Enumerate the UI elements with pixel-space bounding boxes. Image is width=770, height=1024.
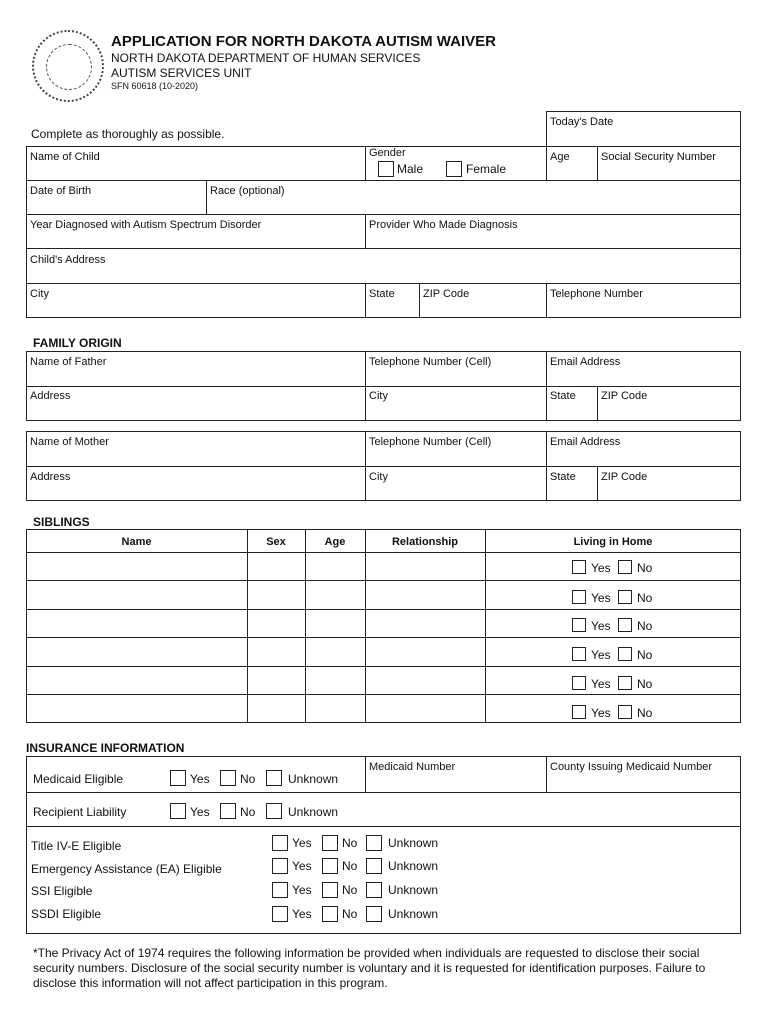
father-zip-label: ZIP Code xyxy=(601,390,648,402)
ea-unknown-checkbox[interactable] xyxy=(366,858,382,874)
living-yes-checkbox[interactable] xyxy=(572,647,586,661)
medicaid-yes-label: Yes xyxy=(190,772,210,786)
no-label: No xyxy=(637,561,653,575)
female-checkbox[interactable] xyxy=(446,161,462,177)
yes-label: Yes xyxy=(591,561,611,575)
medicaid-no-checkbox[interactable] xyxy=(220,770,236,786)
phone-label: Telephone Number xyxy=(550,288,643,300)
living-yes-checkbox[interactable] xyxy=(572,560,586,574)
recipient-no-checkbox[interactable] xyxy=(220,803,236,819)
living-no-checkbox[interactable] xyxy=(618,676,632,690)
father-state-label: State xyxy=(550,390,576,402)
male-checkbox[interactable] xyxy=(378,161,394,177)
living-yes-checkbox[interactable] xyxy=(572,590,586,604)
no-label: No xyxy=(342,859,358,873)
yes-label: Yes xyxy=(292,883,312,897)
yes-label: Yes xyxy=(292,836,312,850)
yes-label: Yes xyxy=(591,706,611,720)
mother-address-label: Address xyxy=(30,471,71,483)
city-label: City xyxy=(30,288,49,300)
ea-yes-checkbox[interactable] xyxy=(272,858,288,874)
yes-label: Yes xyxy=(591,648,611,662)
ssdi-unknown-checkbox[interactable] xyxy=(366,906,382,922)
title-iv-e-unknown-checkbox[interactable] xyxy=(366,835,382,851)
title-iv-e-yes-checkbox[interactable] xyxy=(272,835,288,851)
ea-label: Emergency Assistance (EA) Eligible xyxy=(31,862,222,876)
col-header-living-in-home: Living in Home xyxy=(573,536,653,548)
year-diagnosed-label: Year Diagnosed with Autism Spectrum Disorder xyxy=(30,219,262,231)
living-yes-checkbox[interactable] xyxy=(572,676,586,690)
living-no-checkbox[interactable] xyxy=(618,705,632,719)
living-no-checkbox[interactable] xyxy=(618,560,632,574)
yes-label: Yes xyxy=(292,907,312,921)
dob-label: Date of Birth xyxy=(30,185,92,197)
mother-name-label: Name of Mother xyxy=(30,436,109,448)
state-label: State xyxy=(369,288,395,300)
living-no-checkbox[interactable] xyxy=(618,647,632,661)
father-cell-label: Telephone Number (Cell) xyxy=(369,356,492,368)
recipient-unknown-checkbox[interactable] xyxy=(266,803,282,819)
male-label: Male xyxy=(397,162,424,176)
medicaid-eligible-label: Medicaid Eligible xyxy=(33,772,124,786)
no-label: No xyxy=(637,648,653,662)
father-address-label: Address xyxy=(30,390,71,402)
provider-label: Provider Who Made Diagnosis xyxy=(369,219,518,231)
col-header-relationship: Relationship xyxy=(391,536,458,548)
ea-no-checkbox[interactable] xyxy=(322,858,338,874)
medicaid-unknown-label: Unknown xyxy=(288,772,339,786)
ssi-label: SSI Eligible xyxy=(31,884,93,898)
recipient-yes-label: Yes xyxy=(190,805,210,819)
yes-label: Yes xyxy=(591,619,611,633)
family-origin-heading: FAMILY ORIGIN xyxy=(33,336,122,350)
no-label: No xyxy=(342,836,358,850)
mother-state-label: State xyxy=(550,471,576,483)
ssn-label: Social Security Number xyxy=(601,151,716,163)
no-label: No xyxy=(342,907,358,921)
unit-name: AUTISM SERVICES UNIT xyxy=(111,66,252,80)
unknown-label: Unknown xyxy=(388,836,439,850)
living-yes-checkbox[interactable] xyxy=(572,618,586,632)
col-header-name: Name xyxy=(121,536,152,548)
ssi-no-checkbox[interactable] xyxy=(322,882,338,898)
living-yes-checkbox[interactable] xyxy=(572,705,586,719)
title-iv-e-no-checkbox[interactable] xyxy=(322,835,338,851)
insurance-heading: INSURANCE INFORMATION xyxy=(26,741,185,755)
living-no-checkbox[interactable] xyxy=(618,618,632,632)
age-label: Age xyxy=(550,151,570,163)
county-label: County Issuing Medicaid Number xyxy=(550,761,713,773)
no-label: No xyxy=(637,619,653,633)
no-label: No xyxy=(637,706,653,720)
state-seal-logo xyxy=(32,30,104,102)
siblings-heading: SIBLINGS xyxy=(33,515,90,529)
yes-label: Yes xyxy=(591,591,611,605)
race-label: Race (optional) xyxy=(210,185,285,197)
medicaid-yes-checkbox[interactable] xyxy=(170,770,186,786)
title-iv-e-label: Title IV-E Eligible xyxy=(31,839,122,853)
yes-label: Yes xyxy=(591,677,611,691)
ssdi-no-checkbox[interactable] xyxy=(322,906,338,922)
father-city-label: City xyxy=(369,390,388,402)
ssdi-yes-checkbox[interactable] xyxy=(272,906,288,922)
mother-cell-label: Telephone Number (Cell) xyxy=(369,436,492,448)
ssdi-label: SSDI Eligible xyxy=(31,907,102,921)
recipient-liability-label: Recipient Liability xyxy=(33,805,127,819)
ssi-unknown-checkbox[interactable] xyxy=(366,882,382,898)
no-label: No xyxy=(342,883,358,897)
mother-email-label: Email Address xyxy=(550,436,621,448)
yes-label: Yes xyxy=(292,859,312,873)
zip-label: ZIP Code xyxy=(423,288,470,300)
mother-zip-label: ZIP Code xyxy=(601,471,648,483)
no-label: No xyxy=(637,591,653,605)
insurance-table xyxy=(26,756,741,934)
unknown-label: Unknown xyxy=(388,883,439,897)
unknown-label: Unknown xyxy=(388,907,439,921)
gender-label: Gender xyxy=(369,147,406,159)
privacy-notice: *The Privacy Act of 1974 requires the following information be provided when individuals are requested to disclose their social security numbers. Disclosure of the social security number is voluntary and it is requested for identification purposes. Failure to disclose this information will not affect participation in this program. xyxy=(33,946,706,990)
living-no-checkbox[interactable] xyxy=(618,590,632,604)
father-name-label: Name of Father xyxy=(30,356,107,368)
mother-city-label: City xyxy=(369,471,388,483)
col-header-age: Age xyxy=(324,536,346,548)
no-label: No xyxy=(637,677,653,691)
form-number: SFN 60618 (10-2020) xyxy=(111,81,199,91)
child-name-label: Name of Child xyxy=(30,151,100,163)
father-email-label: Email Address xyxy=(550,356,621,368)
medicaid-number-label: Medicaid Number xyxy=(369,761,456,773)
department-name: NORTH DAKOTA DEPARTMENT OF HUMAN SERVICES xyxy=(111,51,421,65)
unknown-label: Unknown xyxy=(388,859,439,873)
recipient-no-label: No xyxy=(240,805,256,819)
recipient-unknown-label: Unknown xyxy=(288,805,339,819)
col-header-sex: Sex xyxy=(266,536,286,548)
ssi-yes-checkbox[interactable] xyxy=(272,882,288,898)
todays-date-label: Today's Date xyxy=(550,116,614,128)
form-title: APPLICATION FOR NORTH DAKOTA AUTISM WAIVER xyxy=(111,33,496,50)
intro-text: Complete as thoroughly as possible. xyxy=(31,127,225,141)
medicaid-unknown-checkbox[interactable] xyxy=(266,770,282,786)
child-address-label: Child's Address xyxy=(30,254,106,266)
medicaid-no-label: No xyxy=(240,772,256,786)
female-label: Female xyxy=(466,162,507,176)
recipient-yes-checkbox[interactable] xyxy=(170,803,186,819)
